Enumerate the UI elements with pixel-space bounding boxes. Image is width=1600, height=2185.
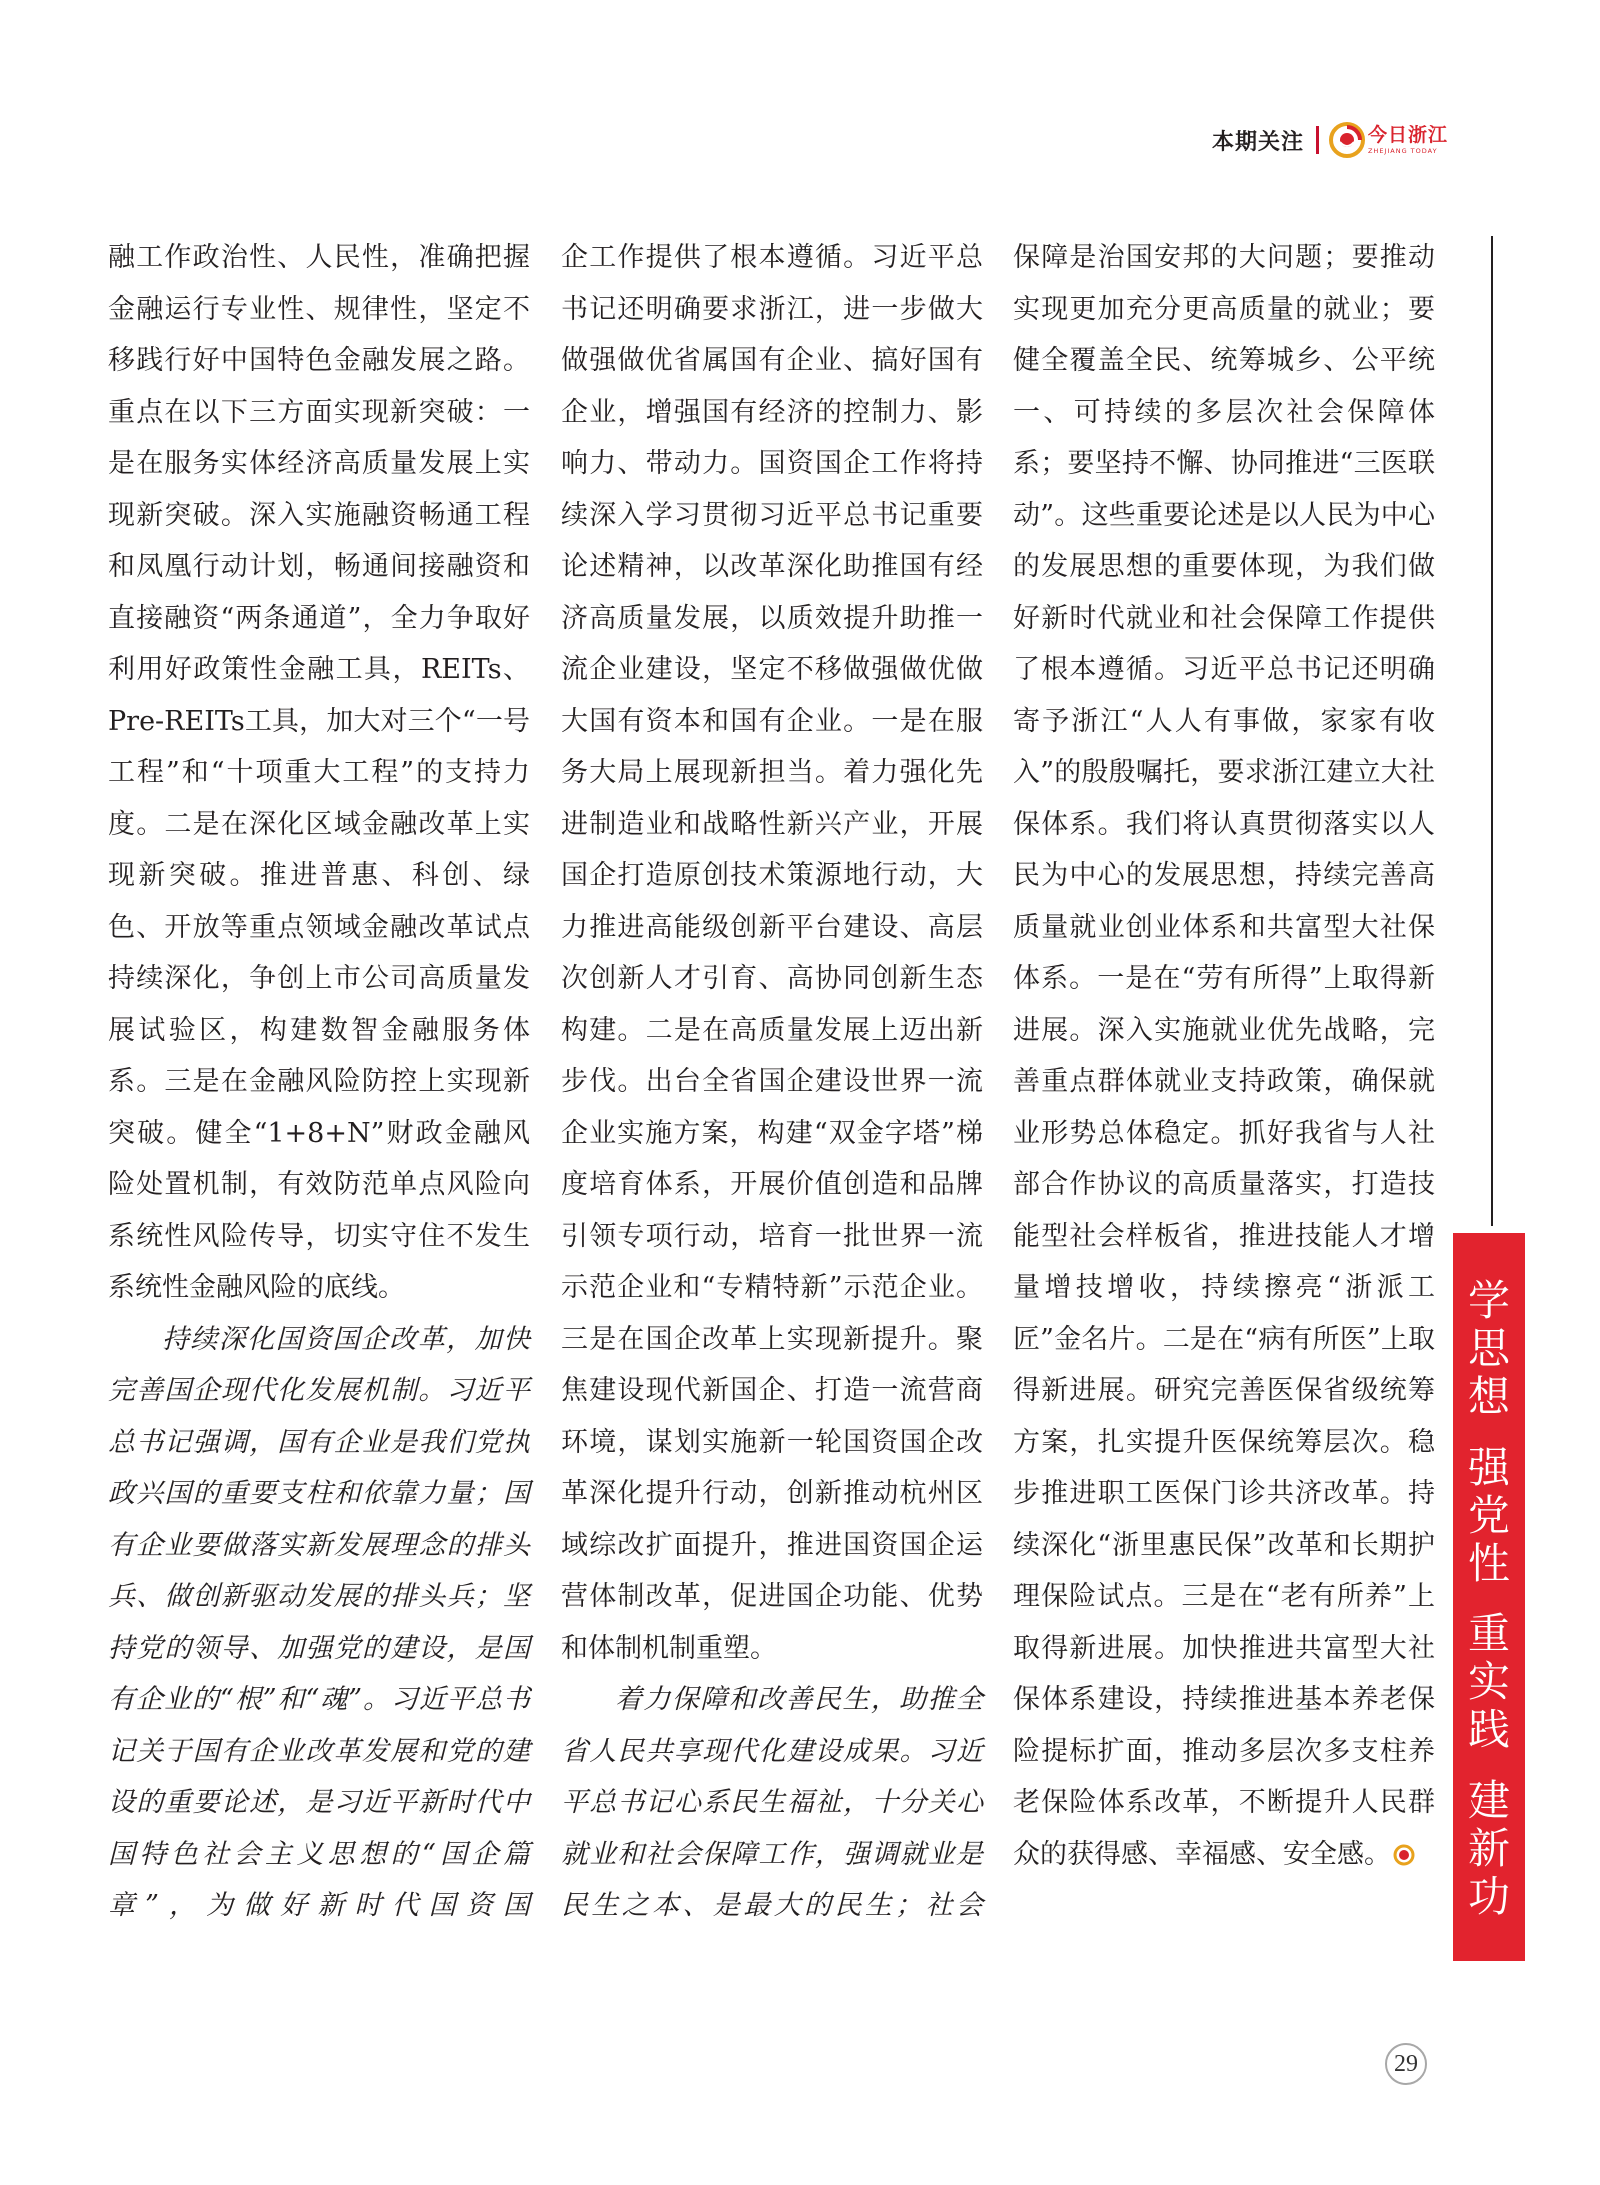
banner-character: 想 <box>1467 1372 1510 1421</box>
banner-character: 实 <box>1467 1657 1510 1707</box>
banner-character: 强 <box>1467 1442 1510 1492</box>
banner-phrase-1 <box>1468 1277 1510 1421</box>
banner-phrase-2 <box>1468 1444 1510 1588</box>
text-column-3 <box>1013 232 1435 1880</box>
banner-phrase-4 <box>1468 1777 1510 1921</box>
paragraph-livelihood: 着力保障和改善民生，助推全省人民共享现代化建设成果。习近平总书记心系民生福祉，十分关心就业和社会保障工作，强调就业是民生之本、是最大的民生；社会 <box>561 1684 983 1921</box>
text-column-2 <box>561 232 983 1932</box>
banner-character: 性 <box>1467 1538 1510 1588</box>
paragraph-soe-reform: 持续深化国资国企改革，加快完善国企现代化发展机制。习近平总书记强调，国有企业是我们党执政兴国的重要支柱和依靠力量；国有企业要做落实新发展理念的排头兵、做创新驱动发展的排头兵；坚持党的领导、加强党的建设，是国有企业的“根”和“魂”。习近平总书记关于国有企业改革发展和党的建设的重要论述，是习近平新时代中国特色社会主义思想的“国企篇章”，为做好新时代国资国 <box>108 1323 530 1921</box>
paragraph-social-security-text: 保障是治国安邦的大问题；要推动实现更加充分更高质量的就业；要健全覆盖全民、统筹城乡、公平统一、可持续的多层次社会保障体系；要坚持不懈、协同推进“三医联动”。这些重要论述是以人民为中心的发展思想的重要体现，为我们做好新时代就业和社会保障工作提供了根本遵循。习近平总书记还明确寄予浙江“人人有事做，家家有收入”的殷殷嘱托，要求浙江建立大社保体系。我们将认真贯彻落实以人民为中心的发展思想，持续完善高质量就业创业体系和共富型大社保体系。一是在“劳有所得”上取得新进展。深入实施就业优先战略，完善重点群体就业支持政策，确保就业形势总体稳定。抓好我省与人社部合作协议的高质量落实，打造技能型社会样板省，推进技能人才增量增技增收，持续擦亮“浙派工匠”金名片。二是在“病有所医”上取得新进展。研究完善医保省级统筹方案，扎实提升医保统筹层次。稳步推进职工医保门诊共济改革。持续深化“浙里惠民保”改革和长期护理保险试点。三是在“老有所养”上取得新进展。加快推进共富型大社保体系建设，持续推进基本养老保险提标扩面，推动多层次多支柱养老保险体系改革，不断提升人民群众的获得感、幸福感、安全感。 <box>1013 242 1435 1870</box>
logo-swirl-icon <box>1329 122 1365 158</box>
logo-chinese-name: 今日浙江 <box>1367 123 1448 146</box>
text-column-1 <box>108 232 530 1932</box>
banner-character: 学 <box>1467 1276 1510 1325</box>
article-end-icon <box>1393 1844 1415 1866</box>
page-number: 29 <box>1385 2043 1427 2085</box>
logo-english-name: ZHEJIANG TODAY <box>1367 146 1438 155</box>
header-divider <box>1316 126 1319 154</box>
paragraph-soe-reform-continued: 企工作提供了根本遵循。习近平总书记还明确要求浙江，进一步做大做强做优省属国有企业、搞好国有企业，增强国有经济的控制力、影响力、带动力。国资国企工作将持续深入学习贯彻习近平总书记重要论述精神，以改革深化助推国有经济高质量发展，以质效提升助推一流企业建设，坚定不移做强做优做大国有资本和国有企业。一是在服务大局上展现新担当。着力强化先进制造业和战略性新兴产业，开展国企打造原创技术策源地行动，大力推进高能级创新平台建设、高层次创新人才引育、高协同创新生态构建。二是在高质量发展上迈出新步伐。出台全省国企建设世界一流企业实施方案，构建“双金字塔”梯度培育体系，开展价值创造和品牌引领专项行动，培育一批世界一流示范企业和“专精特新”示范企业。三是在国企改革上实现新提升。聚焦建设现代新国企、打造一流营商环境，谋划实施新一轮国资国企改革深化提升行动，创新推动杭州区域综改扩面提升，推进国资国企运营体制改革，促进国企功能、优势和体制机制重塑。 <box>561 242 983 1664</box>
section-title: 本期关注 <box>1211 129 1304 155</box>
paragraph-social-security <box>1013 232 1435 1880</box>
banner-character: 新 <box>1467 1823 1510 1873</box>
banner-character: 践 <box>1467 1705 1510 1755</box>
page-header <box>1212 118 1448 162</box>
banner-character: 思 <box>1467 1324 1510 1373</box>
banner-character: 党 <box>1467 1490 1510 1540</box>
banner-phrase-3 <box>1468 1610 1510 1754</box>
magazine-logo <box>1329 122 1448 158</box>
slogan-banner <box>1453 1233 1525 1961</box>
column-divider-rule <box>1491 236 1493 1226</box>
banner-character: 重 <box>1467 1609 1510 1659</box>
banner-character: 功 <box>1467 1871 1510 1921</box>
banner-character: 建 <box>1467 1775 1510 1825</box>
paragraph-finance-reform: 融工作政治性、人民性，准确把握金融运行专业性、规律性，坚定不移践行好中国特色金融发展之路。重点在以下三方面实现新突破：一是在服务实体经济高质量发展上实现新突破。深入实施融资畅通工程和凤凰行动计划，畅通间接融资和直接融资“两条通道”，全力争取好利用好政策性金融工具，REITs、Pre-REITs工具，加大对三个“一号工程”和“十项重大工程”的支持力度。二是在深化区域金融改革上实现新突破。推进普惠、科创、绿色、开放等重点领域金融改革试点持续深化，争创上市公司高质量发展试验区，构建数智金融服务体系。三是在金融风险防控上实现新突破。健全“1+8+N”财政金融风险处置机制，有效防范单点风险向系统性风险传导，切实守住不发生系统性金融风险的底线。 <box>108 242 530 1303</box>
